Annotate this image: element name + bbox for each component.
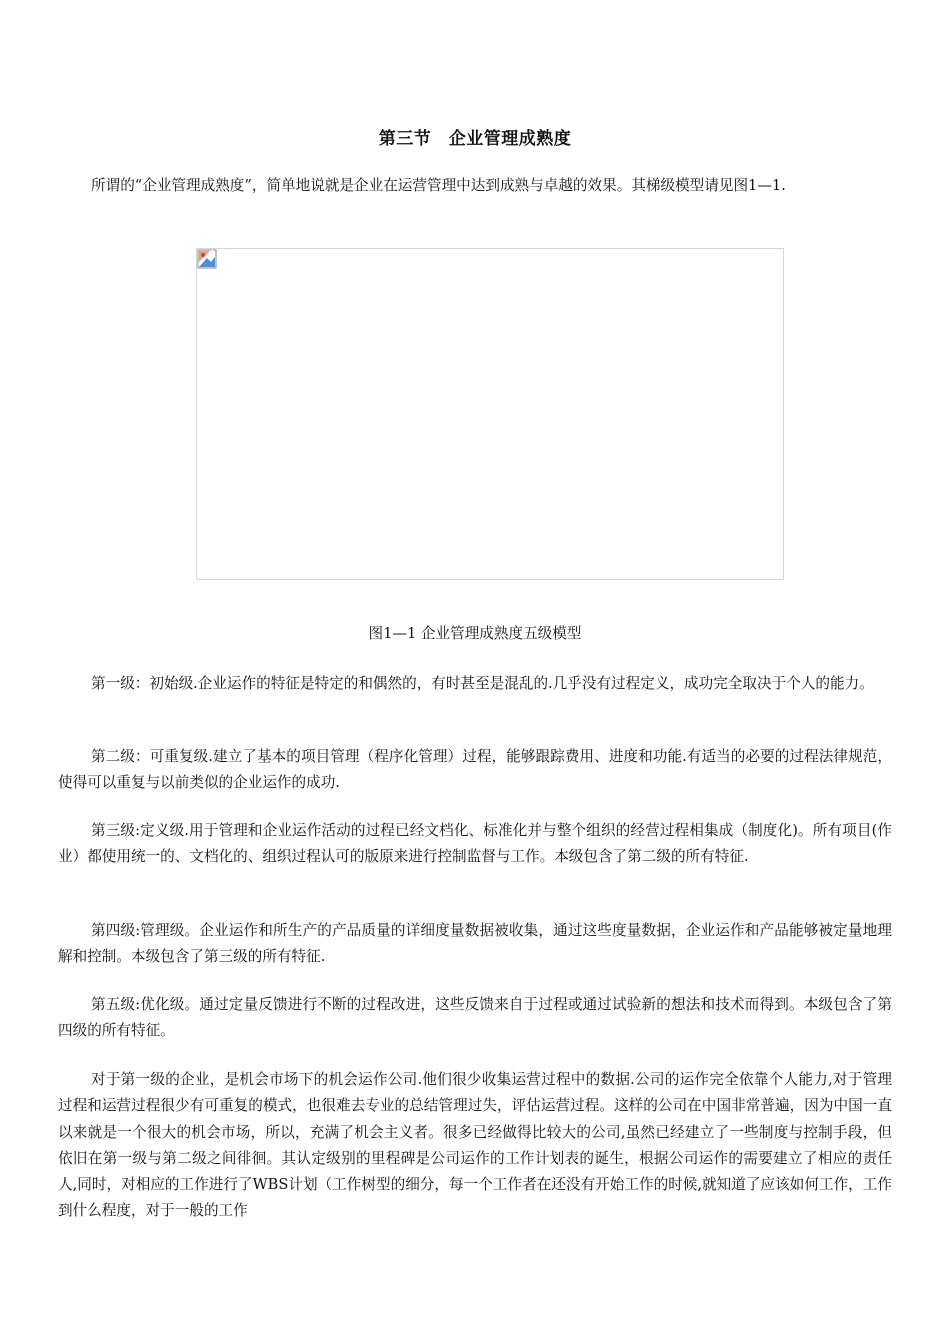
level-4-paragraph: 第四级:管理级。企业运作和所生产的产品质量的详细度量数据被收集，通过这些度量数据，企业运作和产品能够被定量地理解和控制。本级包含了第三级的所有特征. [58,922,892,966]
broken-image-icon [197,249,217,269]
figure-caption: 图1—1 企业管理成熟度五级模型 [368,625,582,642]
figure-image [196,248,784,580]
closing-paragraph: 对于第一级的企业，是机会市场下的机会运作公司.他们很少收集运营过程中的数据.公司的运作完全依靠个人能力,对于管理过程和运营过程很少有可重复的模式，也很难去专业的总结管理过失，评估运营过程。这样的公司在中国非常普遍，因为中国一直以来就是一个很大的机会市场，所以，充满了机会主义者。很多已经做得比较大的公司,虽然已经建立了一些制度与控制手段，但依旧在第一级与第二级之间徘徊。其认定级别的里程碑是公司运作的工作计划表的诞生，根据公司运作的需要建立了相应的责任人,同时，对相应的工作进行了WBS计划（工作树型的细分，每一个工作者在还没有开始工作的时候,就知道了应该如何工作，工作到什么程度，对于一般的工作 [58,1071,892,1220]
level-5-paragraph: 第五级:优化级。通过定量反馈进行不断的过程改进，这些反馈来自于过程或通过试验新的想法和技术而得到。本级包含了第四级的所有特征。 [58,996,892,1040]
level-1-paragraph: 第一级：初始级.企业运作的特征是特定的和偶然的，有时甚至是混乱的.几乎没有过程定义，成功完全取决于个人的能力。 [91,675,874,692]
section-title: 第三节 企业管理成熟度 [378,129,572,149]
level-3-paragraph: 第三级:定义级.用于管理和企业运作活动的过程已经文档化、标准化并与整个组织的经营过程相集成（制度化)。所有项目(作业）都使用统一的、文档化的、组织过程认可的版原来进行控制监督与工作。本级包含了第二级的所有特征. [58,822,892,866]
level-2-paragraph: 第二级：可重复级.建立了基本的项目管理（程序化管理）过程，能够跟踪费用、进度和功能.有适当的必要的过程法律规范，使得可以重复与以前类似的企业运作的成功. [58,748,892,792]
intro-paragraph: 所谓的“企业管理成熟度”，简单地说就是企业在运营管理中达到成熟与卓越的效果。其梯级模型请见图1—1. [91,177,786,194]
